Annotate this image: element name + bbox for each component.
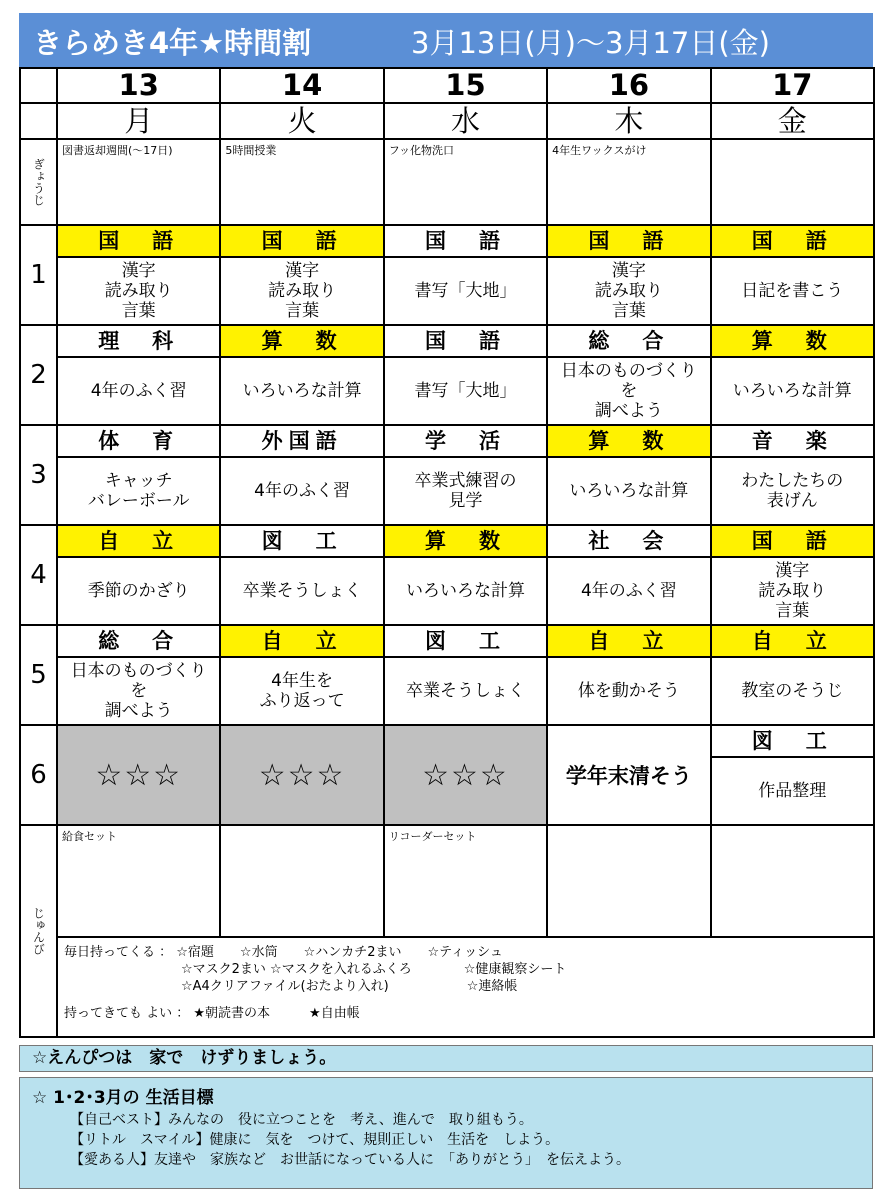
- optional-items-line: 持ってきても よい ： ★朝読書の本 ★自由帳: [64, 1006, 360, 1021]
- content-cell: 漢字 読み取り 言葉: [220, 257, 383, 325]
- gyouji-note: [711, 139, 874, 225]
- day-number-row: [20, 68, 874, 103]
- period-row-top: [20, 325, 874, 357]
- content-cell: いろいろな計算: [547, 457, 710, 525]
- everyday-items-line: ☆A4クリアファイル(おたより入れ) ☆連絡帳: [64, 979, 518, 994]
- subject-cell: 自 立: [220, 625, 383, 657]
- content-cell: 体を動かそう: [547, 657, 710, 725]
- content-cell: いろいろな計算: [711, 357, 874, 425]
- corner-cell: [20, 103, 57, 139]
- day-name: 火: [220, 103, 383, 139]
- content-cell: 卒業そうしょく: [384, 657, 547, 725]
- day-number: 17: [711, 68, 874, 103]
- everyday-items-line: ☆マスク2まい ☆マスクを入れるふくろ ☆健康観察シート: [64, 962, 567, 977]
- gyouji-note: フッ化物洗口: [384, 139, 547, 225]
- content-cell: 4年生を ふり返って: [220, 657, 383, 725]
- period-number: 6: [30, 760, 47, 790]
- period-number: 1: [30, 260, 47, 290]
- subject-cell: 国 語: [547, 225, 710, 257]
- subject-cell: 国 語: [711, 225, 874, 257]
- subject-cell: 算 数: [220, 325, 383, 357]
- gyouji-label-cell: [20, 139, 57, 225]
- content-cell: 4年のふく習: [547, 557, 710, 625]
- subject-cell: 図 工: [711, 725, 874, 757]
- content-cell: 書写「大地」: [384, 357, 547, 425]
- content-cell: 作品整理: [711, 757, 874, 825]
- subject-cell: 学 活: [384, 425, 547, 457]
- subject-cell: 体 育: [57, 425, 220, 457]
- subject-cell: 算 数: [711, 325, 874, 357]
- life-goal-line: 【リトル スマイル】健康に 気を つけて、規則正しい 生活を しよう。: [70, 1132, 560, 1148]
- content-cell: いろいろな計算: [220, 357, 383, 425]
- subject-cell: 自 立: [547, 625, 710, 657]
- schedule-header: [19, 13, 873, 67]
- content-cell: キャッチ バレーボール: [57, 457, 220, 525]
- content-cell: いろいろな計算: [384, 557, 547, 625]
- content-cell: わたしたちの 表げん: [711, 457, 874, 525]
- period-row-bottom: [20, 557, 874, 625]
- stars-cell: ☆☆☆: [57, 725, 220, 825]
- stars-cell: ☆☆☆: [220, 725, 383, 825]
- subject-cell: 国 語: [384, 225, 547, 257]
- day-name-row: [20, 103, 874, 139]
- period-row-bottom: [20, 257, 874, 325]
- day-number: 15: [384, 68, 547, 103]
- schedule-title: きらめき4年★時間割: [33, 26, 312, 60]
- day-number: 13: [57, 68, 220, 103]
- pencil-note: ☆えんぴつは 家で けずりましょう。: [19, 1045, 873, 1072]
- period-number-cell: [20, 225, 57, 325]
- content-cell: 日記を書こう: [711, 257, 874, 325]
- period-row-top: [20, 225, 874, 257]
- period-row-top: [20, 425, 874, 457]
- subject-cell: 算 数: [547, 425, 710, 457]
- subject-cell: 国 語: [220, 225, 383, 257]
- corner-cell: [20, 68, 57, 103]
- day-name: 金: [711, 103, 874, 139]
- subject-cell: 社 会: [547, 525, 710, 557]
- junbi-label: じゅんび: [31, 907, 46, 955]
- content-cell: 教室のそうじ: [711, 657, 874, 725]
- content-cell: 漢字 読み取り 言葉: [547, 257, 710, 325]
- life-goal-line: 【自己ベスト】みんなの 役に立つことを 考え、進んで 取り組もう。: [70, 1112, 533, 1128]
- life-goals-title: ☆ 1･2･3月の 生活目標: [32, 1088, 214, 1108]
- bring-row: [20, 937, 874, 1037]
- content-cell: 卒業そうしょく: [220, 557, 383, 625]
- period-number: 2: [30, 360, 47, 390]
- gyouji-note: 図書返却週間(～17日): [57, 139, 220, 225]
- content-cell: 4年のふく習: [57, 357, 220, 425]
- period-number-cell: [20, 525, 57, 625]
- period-number: 3: [30, 460, 47, 490]
- subject-cell: 図 工: [384, 625, 547, 657]
- subject-cell: 国 語: [711, 525, 874, 557]
- content-cell: 漢字 読み取り 言葉: [57, 257, 220, 325]
- period-row-top: [20, 525, 874, 557]
- period-number-cell: [20, 625, 57, 725]
- content-cell: 卒業式練習の 見学: [384, 457, 547, 525]
- subject-cell: 国 語: [57, 225, 220, 257]
- gyouji-label: ぎょうじ: [31, 158, 46, 206]
- content-cell: 日本のものづくり を 調べよう: [57, 657, 220, 725]
- content-cell: 4年のふく習: [220, 457, 383, 525]
- junbi-note: [220, 825, 383, 937]
- periods-body: [20, 225, 874, 725]
- period-number: 4: [30, 560, 47, 590]
- period-row-bottom: [20, 657, 874, 725]
- period-number: 5: [30, 660, 47, 690]
- content-cell: 季節のかざり: [57, 557, 220, 625]
- content-cell: 日本のものづくり を 調べよう: [547, 357, 710, 425]
- date-range: 3月13日(月)～3月17日(金): [411, 26, 770, 60]
- subject-cell: 算 数: [384, 525, 547, 557]
- subject-cell: 音 楽: [711, 425, 874, 457]
- period-row-bottom: [20, 357, 874, 425]
- subject-cell: 図 工: [220, 525, 383, 557]
- subject-cell: 自 立: [711, 625, 874, 657]
- day-number: 16: [547, 68, 710, 103]
- timetable: [19, 67, 875, 1038]
- content-cell: 漢字 読み取り 言葉: [711, 557, 874, 625]
- life-goal-line: 【愛ある人】友達や 家族など お世話になっている人に 「ありがとう」 を伝えよう。: [70, 1152, 630, 1168]
- gyouji-note: 5時間授業: [220, 139, 383, 225]
- junbi-note: リコーダーセット: [384, 825, 547, 937]
- subject-cell: 自 立: [57, 525, 220, 557]
- subject-cell: 総 合: [57, 625, 220, 657]
- period-row-bottom: [20, 457, 874, 525]
- period-number-cell: [20, 325, 57, 425]
- gyouji-note: 4年生ワックスがけ: [547, 139, 710, 225]
- everyday-items-line: 毎日持ってくる ： ☆宿題 ☆水筒 ☆ハンカチ2まい ☆ティッシュ: [64, 945, 503, 960]
- junbi-note: [547, 825, 710, 937]
- period-number-cell: [20, 725, 57, 825]
- junbi-label-cell: [20, 825, 57, 1037]
- day-name: 月: [57, 103, 220, 139]
- stars-cell: ☆☆☆: [384, 725, 547, 825]
- cleanup-cell: 学年末清そう: [547, 725, 710, 825]
- period-row-6-top: [20, 725, 874, 757]
- subject-cell: 理 科: [57, 325, 220, 357]
- period-number-cell: [20, 425, 57, 525]
- subject-cell: 総 合: [547, 325, 710, 357]
- subject-cell: 外国語: [220, 425, 383, 457]
- subject-cell: 国 語: [384, 325, 547, 357]
- junbi-note: 給食セット: [57, 825, 220, 937]
- bring-items-box: [57, 937, 874, 1037]
- junbi-row: [20, 825, 874, 937]
- day-name: 水: [384, 103, 547, 139]
- day-name: 木: [547, 103, 710, 139]
- period-row-top: [20, 625, 874, 657]
- content-cell: 書写「大地」: [384, 257, 547, 325]
- gyouji-row: [20, 139, 874, 225]
- life-goals-box: [19, 1077, 873, 1189]
- day-number: 14: [220, 68, 383, 103]
- junbi-note: [711, 825, 874, 937]
